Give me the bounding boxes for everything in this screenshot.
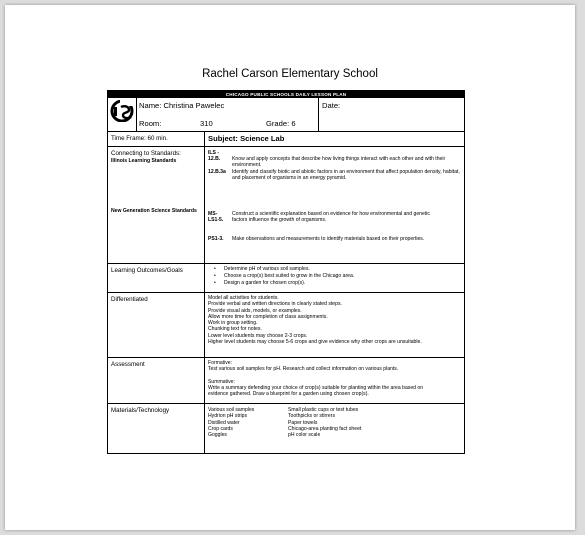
material-item: pH color scale — [288, 432, 321, 439]
logo-divider — [136, 98, 137, 131]
standard-text: Identify and classify biotic and abiotic factors in an environment that affect population density, habitat, and placement of organisms in an energy pyramid. — [232, 169, 460, 182]
bullet: • — [214, 266, 216, 272]
differentiated-item: Work in group setting. — [208, 320, 258, 327]
differentiated-item: Model all activities for students. — [208, 295, 279, 301]
material-item: Chicago-area planting fact sheet — [288, 425, 362, 432]
banner: CHICAGO PUBLIC SCHOOLS DAILY LESSON PLAN — [108, 91, 464, 98]
standard-code: 12.B.3a — [208, 169, 226, 175]
materials-heading: Materials/Technology — [111, 407, 170, 414]
outcome-item: Determine pH of various soil samples. — [224, 266, 310, 272]
material-item: Various soil samples — [208, 407, 255, 413]
date-label: Date: — [322, 101, 341, 110]
differentiated-list — [208, 295, 422, 345]
lesson-plan-table — [107, 90, 465, 454]
grade-label: Grade: 6 — [266, 119, 296, 128]
rule — [108, 357, 464, 358]
differentiated-item: Provide visual aids, models, or examples. — [208, 307, 302, 314]
room-value: 310 — [200, 119, 213, 128]
summative-text: Write a summary defending your choice of crop(s) suitable for planting within the area based on — [208, 384, 424, 391]
school-title: Rachel Carson Elementary School — [202, 68, 378, 80]
rule — [108, 146, 464, 147]
material-item: Goggles — [208, 432, 227, 439]
differentiated-item: Lower level students may choose 2-3 crops. — [208, 332, 308, 339]
rule — [108, 131, 464, 132]
bullet: • — [214, 280, 216, 286]
material-item: Paper towels — [288, 419, 318, 426]
material-item: Small plastic cups or test tubes — [288, 407, 359, 413]
materials-column-1 — [208, 407, 254, 438]
time-frame: Time Frame: 60 min. — [111, 135, 168, 142]
standard-text: Make observations and measurements to identify materials based on their properties. — [232, 236, 425, 242]
cps-logo-icon — [110, 100, 134, 122]
standard-text: Know and apply concepts that describe how living things interact with each other and with their environment. — [232, 156, 446, 169]
differentiated-item: Higher level students may choose 5-6 crops and give evidence why other crops are unsuitable. — [208, 339, 422, 346]
summative-text: evidence gathered. Draw a blueprint for a garden using chosen crop(s). — [208, 391, 369, 398]
date-divider — [318, 98, 319, 131]
ils-code: ILS - — [208, 150, 220, 156]
standard-text: Construct a scientific explanation based on evidence for how environmental and genetic factors influence the growth of organisms. — [232, 211, 430, 224]
standard-code: 12.B. — [208, 156, 221, 162]
outcomes-heading: Learning Outcomes/Goals — [111, 267, 183, 274]
differentiated-item: Chunking text for notes. — [208, 326, 262, 333]
assessment-content — [208, 360, 423, 397]
material-item: Hydrion pH strips — [208, 413, 248, 420]
assessment-heading: Assessment — [111, 361, 145, 368]
materials-column-2 — [288, 407, 361, 438]
room-label: Room: — [139, 119, 162, 128]
material-item: Toothpicks or stirrers — [288, 413, 335, 420]
summative-label: Summative: — [208, 378, 235, 385]
differentiated-item: Provide verbal and written directions in clearly stated steps. — [208, 301, 342, 308]
subject: Subject: Science Lab — [208, 134, 285, 143]
teacher-name: Name: Christina Pawelec — [139, 101, 225, 110]
rule — [108, 263, 464, 264]
material-item: Crop cards — [208, 425, 233, 432]
standard-code: PS1-3. — [208, 236, 224, 242]
differentiated-item: Allow more time for completion of class assignments. — [208, 313, 328, 320]
rule — [108, 403, 464, 404]
standards-heading: Connecting to Standards: — [111, 150, 181, 157]
ngss-label: New Generation Science Standards — [111, 208, 197, 214]
bullet: • — [214, 273, 216, 279]
differentiated-heading: Differentiated — [111, 296, 148, 303]
standard-code: MS-LS1-5. — [208, 211, 224, 224]
outcome-item: Choose a crop(s) best suited to grow in the Chicago area. — [224, 273, 355, 279]
formative-label: Formative: — [208, 360, 233, 366]
formative-text: Test various soil samples for pH. Research and collect information on various plants. — [208, 366, 399, 373]
rule — [108, 292, 464, 293]
outcome-item: Design a garden for chosen crop(s). — [224, 280, 306, 286]
material-item: Distilled water — [208, 419, 240, 426]
illinois-standards-label: Illinois Learning Standards — [111, 158, 177, 164]
